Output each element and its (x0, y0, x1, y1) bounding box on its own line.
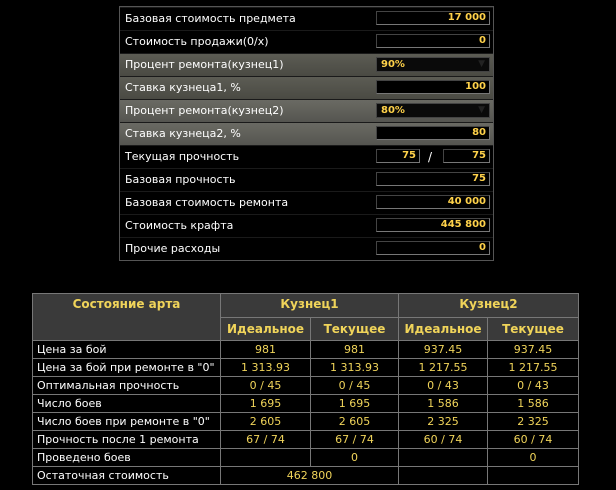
row-base-durability (120, 168, 493, 191)
table-row (33, 395, 579, 413)
row-repair-percent-smith1 (120, 53, 493, 76)
smith1-header: Кузнец1 (221, 294, 399, 318)
row-repair-percent-smith2 (120, 99, 493, 122)
other-expenses-input[interactable]: 0 (376, 241, 490, 255)
residual-value-cell: 462 800 (221, 467, 399, 485)
table-cell (399, 449, 488, 467)
table-cell: 67 / 74 (311, 431, 399, 449)
smith1-ideal-header: Идеальное (221, 318, 311, 341)
smith1-rate-label: Ставка кузнеца1, % (125, 81, 241, 94)
dropdown-arrow-icon: ▼ (478, 105, 485, 115)
row-label: Остаточная стоимость (33, 467, 221, 485)
sale-price-input[interactable]: 0 (376, 34, 490, 48)
row-current-durability (120, 145, 493, 168)
row-label: Цена за бой при ремонте в "0" (33, 359, 221, 377)
smith2-rate-label: Ставка кузнеца2, % (125, 127, 241, 140)
row-label: Оптимальная прочность (33, 377, 221, 395)
table-cell: 1 586 (399, 395, 488, 413)
row-base-cost (120, 7, 493, 30)
table-cell: 981 (221, 341, 311, 359)
table-cell: 1 586 (488, 395, 579, 413)
base-repair-cost-label: Базовая стоимость ремонта (125, 196, 289, 209)
repair-percent-smith2-select[interactable] (376, 103, 490, 118)
smith2-ideal-header: Идеальное (399, 318, 488, 341)
table-cell: 2 605 (311, 413, 399, 431)
table-cell: 60 / 74 (399, 431, 488, 449)
craft-cost-label: Стоимость крафта (125, 219, 234, 232)
row-craft-cost (120, 214, 493, 237)
row-label: Проведено боев (33, 449, 221, 467)
base-repair-cost-input[interactable]: 40 000 (376, 195, 490, 209)
repair-percent-smith2-value: 80% (381, 105, 405, 116)
base-cost-label: Базовая стоимость предмета (125, 12, 296, 25)
table-cell: 1 313.93 (221, 359, 311, 377)
table-cell: 0 / 43 (488, 377, 579, 395)
table-row (33, 341, 579, 359)
table-cell: 67 / 74 (221, 431, 311, 449)
other-expenses-label: Прочие расходы (125, 242, 221, 255)
smith1-current-header: Текущее (311, 318, 399, 341)
table-row (33, 431, 579, 449)
table-cell: 2 325 (399, 413, 488, 431)
table-cell: 60 / 74 (488, 431, 579, 449)
smith2-rate-input[interactable]: 80 (376, 126, 490, 140)
table-cell: 2 605 (221, 413, 311, 431)
current-durability-input[interactable]: 75 (376, 149, 420, 163)
state-header: Состояние арта (33, 294, 221, 341)
table-cell (399, 467, 488, 485)
table-row (33, 377, 579, 395)
row-smith1-rate (120, 76, 493, 99)
table-cell: 0 (311, 449, 399, 467)
repair-percent-smith1-select[interactable] (376, 57, 490, 72)
smith1-rate-input[interactable]: 100 (376, 80, 490, 94)
table-cell: 1 313.93 (311, 359, 399, 377)
table-cell: 981 (311, 341, 399, 359)
table-cell: 937.45 (399, 341, 488, 359)
row-other-expenses (120, 237, 493, 260)
table-cell: 0 / 45 (311, 377, 399, 395)
max-durability-input[interactable]: 75 (443, 149, 490, 163)
table-cell: 1 695 (311, 395, 399, 413)
row-smith2-rate (120, 122, 493, 145)
table-cell: 0 / 45 (221, 377, 311, 395)
row-label: Число боев (33, 395, 221, 413)
table-row (33, 467, 579, 485)
row-sale-price (120, 30, 493, 53)
smith2-current-header: Текущее (488, 318, 579, 341)
calculator-form (119, 6, 494, 261)
row-label: Цена за бой (33, 341, 221, 359)
current-durability-label: Текущая прочность (125, 150, 240, 163)
base-cost-input[interactable]: 17 000 (376, 11, 490, 25)
dropdown-arrow-icon: ▼ (478, 59, 485, 69)
table-row (33, 449, 579, 467)
repair-percent-smith2-label: Процент ремонта(кузнец2) (125, 104, 284, 117)
sale-price-label: Стоимость продажи(0/х) (125, 35, 269, 48)
table-cell: 0 (488, 449, 579, 467)
row-label: Прочность после 1 ремонта (33, 431, 221, 449)
base-durability-label: Базовая прочность (125, 173, 236, 186)
table-row (33, 413, 579, 431)
table-cell (221, 449, 311, 467)
table-cell: 1 695 (221, 395, 311, 413)
base-durability-input[interactable]: 75 (376, 172, 490, 186)
row-label: Число боев при ремонте в "0" (33, 413, 221, 431)
repair-percent-smith1-label: Процент ремонта(кузнец1) (125, 58, 284, 71)
repair-percent-smith1-value: 90% (381, 59, 405, 70)
smith2-header: Кузнец2 (399, 294, 579, 318)
table-cell: 0 / 43 (399, 377, 488, 395)
table-cell: 1 217.55 (488, 359, 579, 377)
results-table (32, 293, 579, 485)
durability-separator: / (428, 150, 433, 164)
craft-cost-input[interactable]: 445 800 (376, 218, 490, 232)
table-cell: 937.45 (488, 341, 579, 359)
table-cell (488, 467, 579, 485)
table-cell: 2 325 (488, 413, 579, 431)
row-base-repair-cost (120, 191, 493, 214)
table-cell: 1 217.55 (399, 359, 488, 377)
table-row (33, 359, 579, 377)
